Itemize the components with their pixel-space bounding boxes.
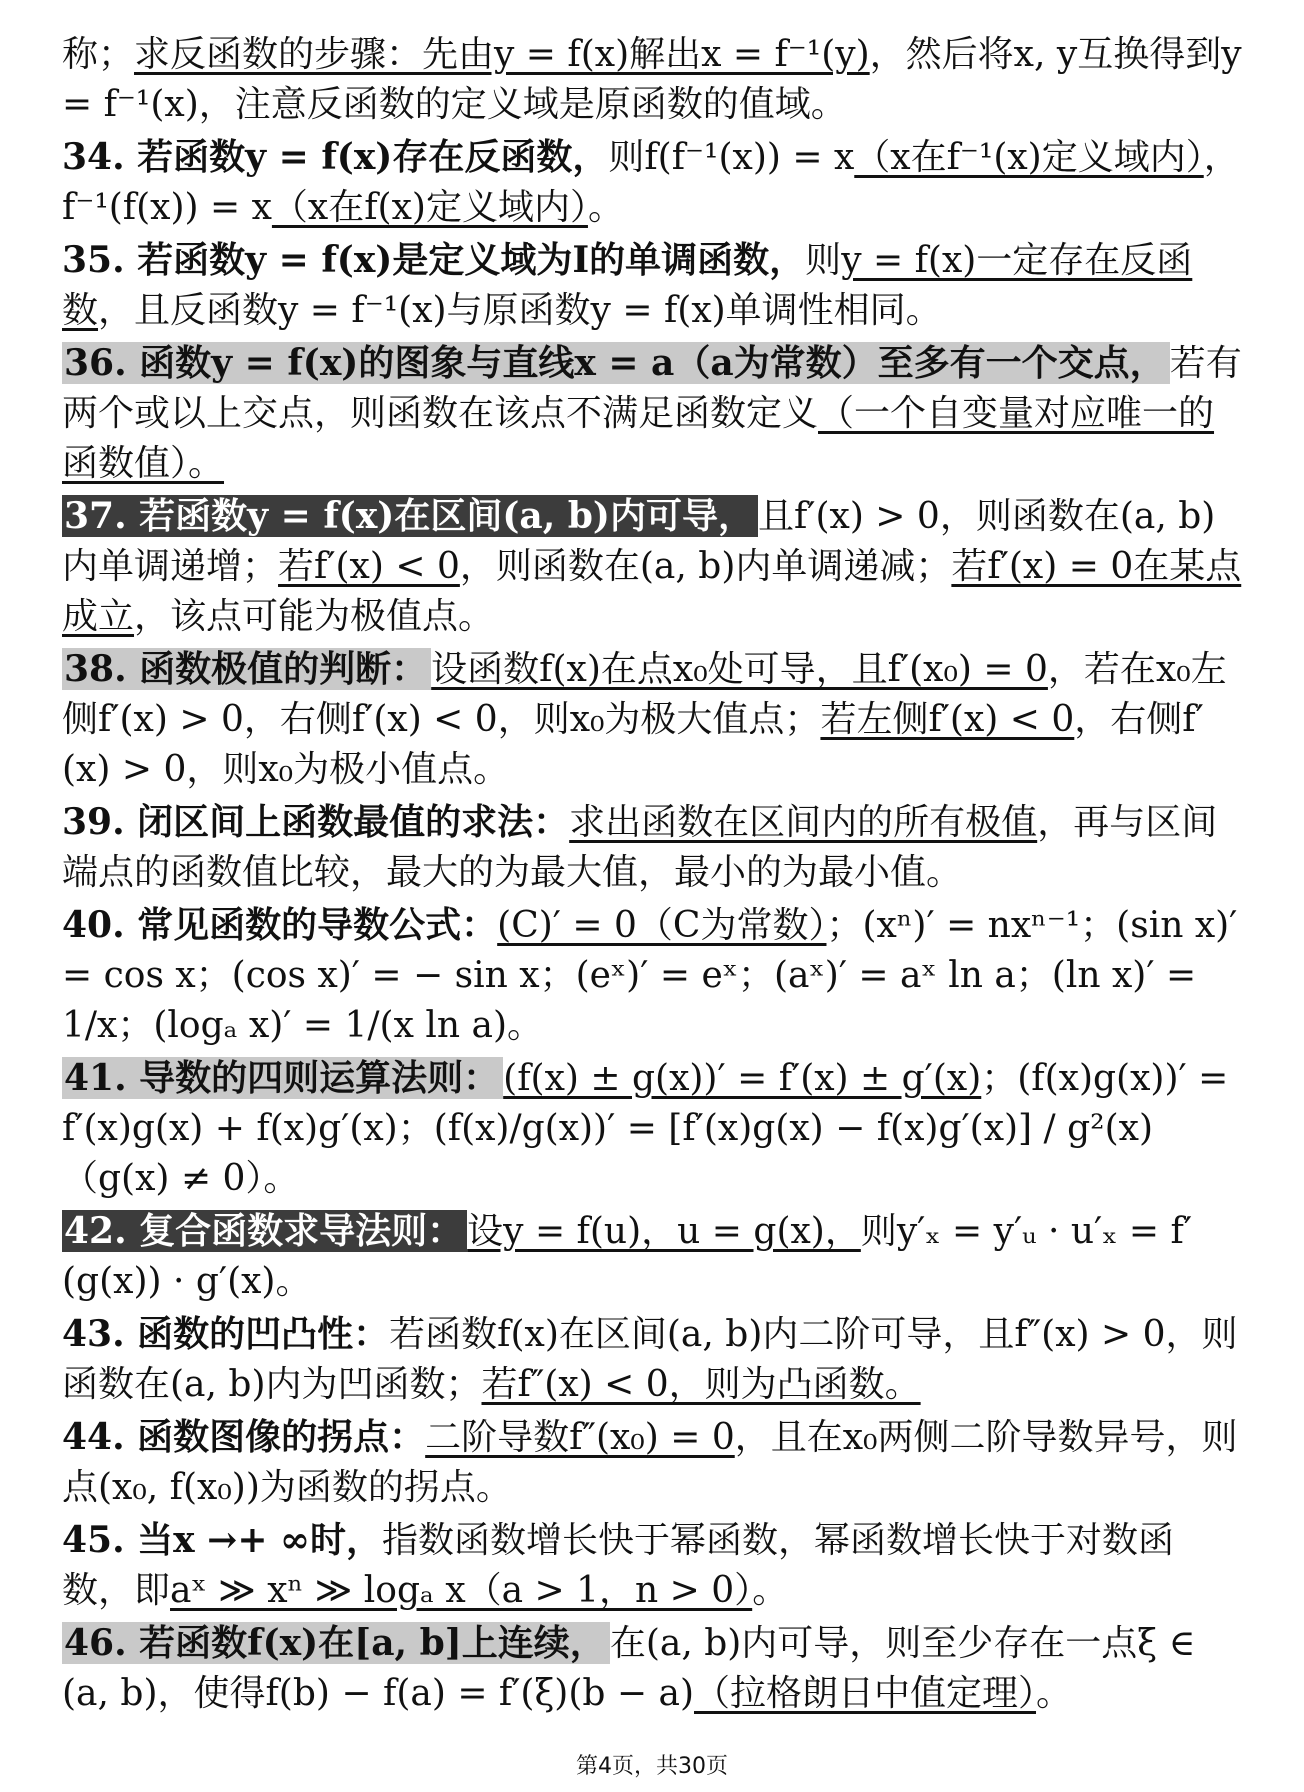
text-run: 。 [1036, 1673, 1073, 1714]
underlined-text: 求反函数的步骤：先由y = f(x)解出x = f⁻¹(y) [134, 34, 870, 75]
text-run: ；(xⁿ)′ = nxⁿ⁻¹；(sin x)′ = cos x；(cos x)′ = − sin x；(eˣ)′ = eˣ；(aˣ)′ = aˣ ln a；(ln x)′ = 1/x；(logₐ x)′ = 1/(x ln a)。 [62, 905, 1238, 1046]
text-run: 则 [805, 240, 842, 281]
text-run: 称； [62, 34, 135, 75]
note-item [62, 1412, 1242, 1513]
underlined-text: 若f′(x) < 0 [278, 546, 460, 587]
text-run: 指数函数增长快于幂函数，幂函数增长快于对数函数，即 [62, 1520, 1175, 1611]
note-item [62, 797, 1242, 898]
notes-content [62, 30, 1242, 1721]
underlined-text: （x在f(x)定义域内） [271, 187, 588, 228]
text-run: ，若在x₀左侧f′(x) > 0，右侧f′(x) < 0，则x₀为极大值点； [62, 649, 1227, 740]
highlighted-heading: 46. 若函数f(x)在[a, b]上连续， [62, 1622, 610, 1664]
bold-heading: 39. 闭区间上函数最值的求法： [62, 801, 570, 843]
text-run: ，f⁻¹(f(x)) = x [62, 137, 1240, 228]
underlined-text: 求出函数在区间内的所有极值 [569, 802, 1038, 843]
note-item [62, 132, 1242, 233]
note-item [62, 1053, 1242, 1204]
underlined-text: 若左侧f′(x) < 0 [820, 699, 1075, 740]
highlighted-heading: 38. 函数极值的判断： [62, 648, 431, 690]
underlined-text: 若f′(x) = 0在某点成立 [62, 546, 1242, 637]
highlighted-heading: 41. 导数的四则运算法则： [62, 1057, 503, 1099]
text-run: ，然后将x, y互换得到y = f⁻¹(x)，注意反函数的定义域是原函数的值域。 [62, 34, 1242, 125]
underlined-text: 二阶导数f″(x₀) = 0 [425, 1417, 735, 1458]
text-run: 若有两个或以上交点，则函数在该点不满足函数定义 [62, 343, 1242, 434]
bold-heading: 35. 若函数y = f(x)是定义域为I的单调函数， [62, 239, 806, 281]
text-run: ，右侧f′(x) > 0，则x₀为极小值点。 [62, 699, 1204, 790]
underlined-text: （拉格朗日中值定理） [694, 1673, 1037, 1714]
bold-heading: 45. 当x →+ ∞时， [62, 1519, 383, 1561]
underlined-text: （x在f⁻¹(x)定义域内） [854, 137, 1204, 178]
text-run: ，且在x₀两侧二阶导数异号，则点(x₀, f(x₀))为函数的拐点。 [62, 1417, 1238, 1508]
underlined-text: (C)′ = 0（C为常数） [497, 905, 827, 946]
note-item [62, 1309, 1242, 1410]
underlined-text: y = f(x)一定存在反函数 [62, 240, 1193, 331]
text-run: 在(a, b)内可导，则至少存在一点ξ ∈ (a, b)，使得f(b) − f(a) = f′(ξ)(b − a) [62, 1623, 1196, 1714]
note-item [62, 900, 1242, 1051]
page-footer: 第4页，共30页 [576, 1754, 728, 1779]
note-item [62, 30, 1242, 130]
underlined-text: (f(x) ± g(x))′ = f′(x) ± g′(x) [503, 1058, 982, 1099]
note-item [62, 235, 1242, 336]
text-run: ，则函数在(a, b)内单调递减； [459, 546, 952, 587]
text-run: 若函数f(x)在区间(a, b)内二阶可导，且f″(x) > 0，则函数在(a, b)内为凹函数； [62, 1314, 1238, 1405]
note-item [62, 1515, 1242, 1616]
text-run: 。 [587, 187, 624, 228]
underlined-text: 设函数f(x)在点x₀处可导，且f′(x₀) = 0 [431, 649, 1048, 690]
text-run: 则f(f⁻¹(x)) = x [608, 137, 855, 178]
note-item [62, 491, 1242, 642]
text-run: 且f′(x) > 0，则函数在(a, b)内单调递增； [62, 496, 1216, 587]
highlighted-heading: 42. 复合函数求导法则： [62, 1210, 467, 1252]
underlined-text: 若f″(x) < 0，则为凸函数。 [481, 1364, 921, 1405]
text-run: 。 [752, 1570, 789, 1611]
bold-heading: 34. 若函数y = f(x)存在反函数， [62, 136, 609, 178]
note-item [62, 1618, 1242, 1719]
text-run: 则y′ₓ = y′ᵤ · u′ₓ = f′(g(x)) · g′(x)。 [62, 1211, 1193, 1302]
text-run: ，且反函数y = f⁻¹(x)与原函数y = f(x)单调性相同。 [98, 290, 942, 331]
highlighted-heading: 37. 若函数y = f(x)在区间(a, b)内可导， [62, 495, 758, 537]
text-run: ，再与区间端点的函数值比较，最大的为最大值，最小的为最小值。 [62, 802, 1218, 893]
underlined-text: aˣ ≫ xⁿ ≫ logₐ x（a > 1，n > 0） [170, 1570, 753, 1611]
note-item [62, 1206, 1242, 1307]
bold-heading: 44. 函数图像的拐点： [62, 1416, 426, 1458]
underlined-text: （一个自变量对应唯一的函数值）。 [62, 393, 1215, 484]
text-run: ，该点可能为极值点。 [134, 596, 495, 637]
underlined-text: 设y = f(u)，u = g(x)， [467, 1211, 861, 1252]
bold-heading: 40. 常见函数的导数公式： [62, 904, 498, 946]
bold-heading: 43. 函数的凹凸性： [62, 1313, 390, 1355]
highlighted-heading: 36. 函数y = f(x)的图象与直线x = a（a为常数）至多有一个交点， [62, 342, 1170, 384]
note-item [62, 644, 1242, 795]
text-run: ；(f(x)g(x))′ = f′(x)g(x) + f(x)g′(x)；(f(x)/g(x))′ = [f′(x)g(x) − f(x)g′(x)] / g²(x)（g(x) ≠ 0）。 [62, 1058, 1229, 1199]
note-item [62, 338, 1242, 489]
